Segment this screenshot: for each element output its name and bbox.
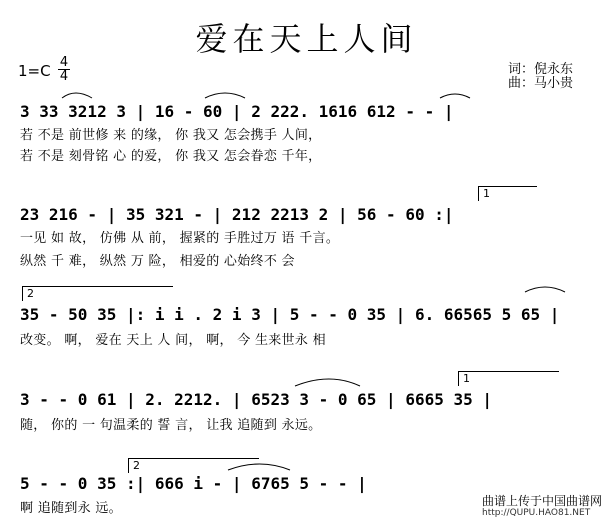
slur-arc [295,379,360,386]
slur-arc [62,93,92,98]
notation-line-3: 35 - 50 35 |: i i . 2 i 3 | 5 - - 0 35 | 6. 66565 5 65 | [20,305,560,324]
notation-line-5: 5 - - 0 35 :| 666 i - | 6765 5 - - | [20,474,367,493]
second-ending-bracket-2: 2 [128,458,259,473]
watermark-url[interactable]: http://QUPU.HAO81.NET [482,508,591,518]
song-title: 爱在天上人间 [195,20,418,58]
lyric-line-3: 改变。 啊， 爱在 天上 人 间， 啊， 今 生来世永 相 [20,333,326,348]
lyric-line-1-verse-1: 若 不是 前世修 来 的缘， 你 我又 怎会携手 人间， [20,128,322,143]
lyric-line-2-verse-2: 纵然 千 难， 纵然 万 险， 相爱的 心始终不 会 [20,254,295,269]
lyric-line-1-verse-2: 若 不是 刻骨铭 心 的爱， 你 我又 怎会眷恋 千年， [20,149,322,164]
slur-arc [525,287,565,292]
first-ending-bracket-2: 1 [458,371,559,386]
notation-line-4: 3 - - 0 61 | 2. 2212. | 6523 3 - 0 65 | 6665 35 | [20,390,493,409]
slur-arc [205,93,245,98]
first-ending-bracket: 1 [478,186,537,201]
watermark-text: 曲谱上传于中国曲谱网 [482,494,603,508]
notation-line-1: 3 33 3212 3 | 16 - 60 | 2 222. 1616 612 - - | [20,102,454,121]
notation-line-2: 23 216 - | 35 321 - | 212 2213 2 | 56 - 60 :| [20,205,454,224]
key-signature: 1=C [18,62,51,80]
slur-arc [228,464,290,470]
composer-credit: 曲：马小贵 [508,76,574,91]
lyric-line-2-verse-1: 一见 如 故， 仿佛 从 前， 握紧的 手胜过万 语 千言。 [20,231,340,246]
slur-arc [440,94,470,98]
lyricist-credit: 词：倪永东 [508,62,574,77]
lyric-line-4: 随， 你的 一 句温柔的 誓 言， 让我 追随到 永远。 [20,418,322,433]
lyric-line-5: 啊 追随到永 远。 [20,501,122,516]
second-ending-bracket: 2 [22,286,173,301]
time-signature-bottom: 4 [59,69,69,84]
time-signature-top: 4 [59,55,69,70]
